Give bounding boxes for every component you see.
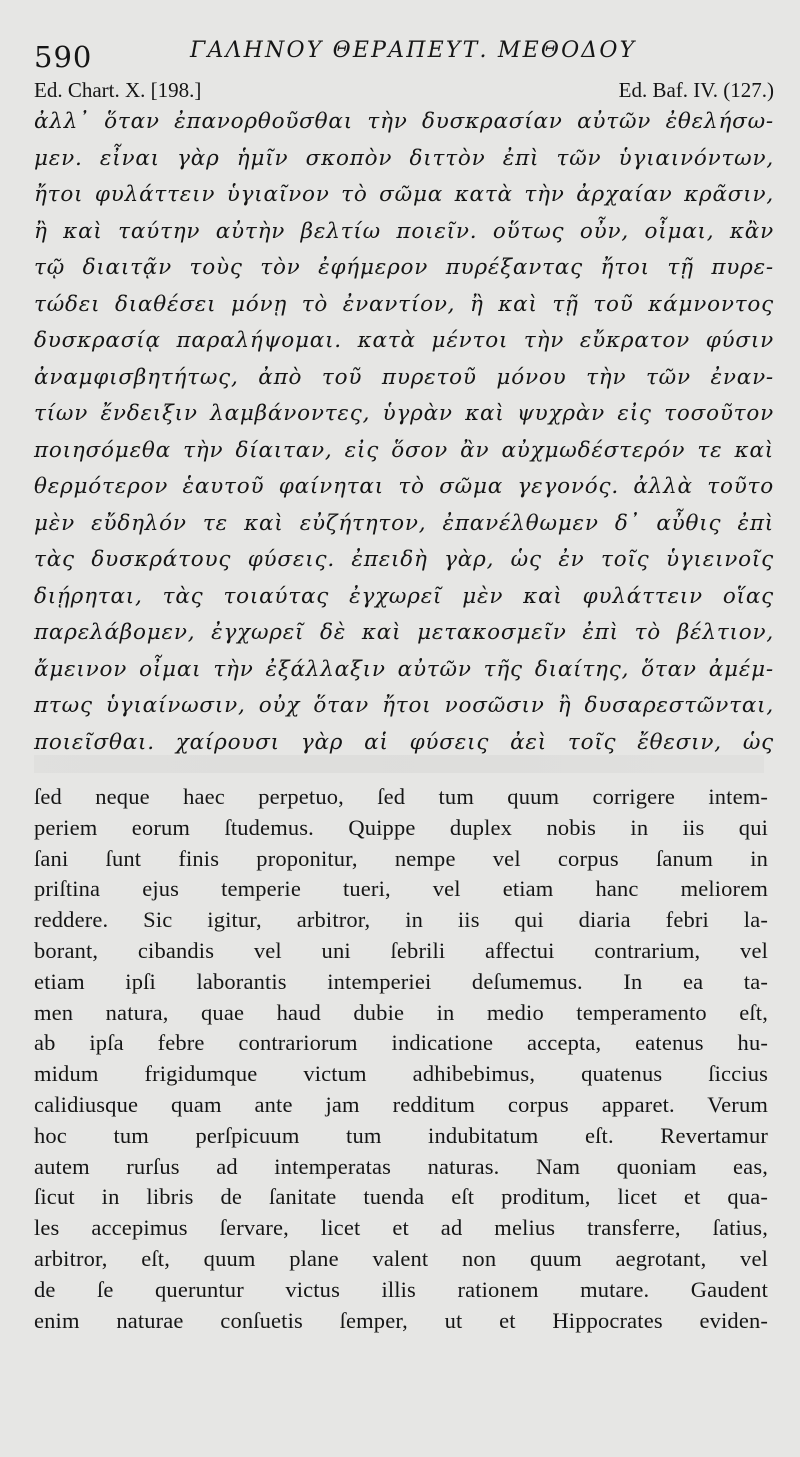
greek-line: ἤτοι φυλάττειν ὑγιαῖνον τὸ σῶμα κατὰ τὴν ἀρχαίαν κρᾶσιν,	[34, 182, 774, 207]
latin-text-block	[34, 782, 768, 1336]
latin-line: ſicut in libris de ſanitate tuenda eſt proditum, licet et qua-	[34, 1184, 768, 1210]
greek-line: τίων ἔνδειξιν λαμβάνοντες, ὑγρὰν καὶ ψυχρὰν εἰς τοσοῦτον	[34, 401, 774, 426]
latin-line: calidiusque quam ante jam redditum corpus apparet. Verum	[34, 1091, 768, 1117]
latin-line: reddere. Sic igitur, arbitror, in iis qui diaria febri la-	[34, 907, 768, 933]
greek-text-block	[34, 104, 774, 761]
latin-line: ſani ſunt finis proponitur, nempe vel corpus ſanum in	[34, 845, 768, 871]
greek-line: διῄρηται, τὰς τοιαύτας ἐγχωρεῖ μὲν καὶ φυλάττειν οἵας	[34, 583, 774, 609]
greek-line: ἢ καὶ ταύτην αὐτὴν βελτίω ποιεῖν. οὕτως οὖν, οἶμαι, κἂν	[34, 218, 774, 244]
latin-line: ſed neque haec perpetuo, ſed tum quum corrigere intem-	[34, 784, 768, 809]
latin-line: arbitror, eſt, quum plane valent non quum aegrotant, vel	[34, 1245, 768, 1271]
page-number: 590	[34, 40, 93, 74]
latin-line: etiam ipſi laborantis intemperiei deſumemus. In ea ta-	[34, 968, 768, 994]
greek-line: ἀλλ᾽ ὅταν ἐπανορθοῦσθαι τὴν δυσκρασίαν αὐτῶν ἐθελήσω-	[34, 109, 774, 134]
greek-line: ἄμεινον οἶμαι τὴν ἐξάλλαξιν αὐτῶν τῆς διαίτης, ὅταν ἀμέμ-	[34, 656, 774, 682]
greek-line: μεν. εἶναι γὰρ ἡμῖν σκοπὸν διττὸν ἐπὶ τῶν ὑγιαινόντων,	[34, 145, 774, 171]
latin-line: midum frigidumque victum adhibebimus, quatenus ſiccius	[34, 1061, 768, 1087]
greek-line: τώδει διαθέσει μόνῃ τὸ ἐναντίον, ἢ καὶ τῇ τοῦ κάμνοντος	[34, 291, 774, 317]
latin-line: les accepimus ſervare, licet et ad melius transferre, ſatius,	[34, 1215, 768, 1241]
latin-line: autem rurſus ad intemperatas naturas. Nam quoniam eas,	[34, 1153, 768, 1179]
running-title: ΓΑΛΗΝΟΥ ΘΕΡΑΠΕΥΤ. ΜΕΘΟΔΟΥ	[190, 38, 637, 63]
greek-line: μὲν εὔδηλόν τε καὶ εὐζήτητον, ἐπανέλθωμεν δ᾽ αὖθις ἐπὶ	[34, 510, 774, 536]
latin-line: de ſe queruntur victus illis rationem mutare. Gaudent	[34, 1276, 768, 1302]
show-through-band	[34, 755, 764, 773]
latin-line: borant, cibandis vel uni ſebrili affectui contrarium, vel	[34, 937, 768, 963]
greek-line: παρελάβομεν, ἐγχωρεῖ δὲ καὶ μετακοσμεῖν ἐπὶ τὸ βέλτιον,	[34, 620, 774, 645]
greek-line: ἀναμφισβητήτως, ἀπὸ τοῦ πυρετοῦ μόνου τὴν τῶν ἐναν-	[34, 364, 774, 390]
latin-line: periem eorum ſtudemus. Quippe duplex nobis in iis qui	[34, 814, 768, 840]
latin-line: men natura, quae haud dubie in medio temperamento eſt,	[34, 999, 768, 1025]
greek-line: τὰς δυσκράτους φύσεις. ἐπειδὴ γὰρ, ὡς ἐν τοῖς ὑγιεινοῖς	[34, 547, 774, 572]
greek-line: πτως ὑγιαίνωσιν, οὐχ ὅταν ἤτοι νοσῶσιν ἢ δυσαρεστῶνται,	[34, 693, 774, 718]
greek-line: τῷ διαιτᾷν τοὺς τὸν ἐφήμερον πυρέξαντας ἤτοι τῇ πυρε-	[34, 255, 774, 280]
page-header	[30, 22, 770, 72]
edition-chartier-reference: Ed. Chart. X. [198.]	[34, 78, 202, 102]
edition-basel-reference: Ed. Baf. IV. (127.)	[618, 78, 774, 102]
greek-line: ποιεῖσθαι. χαίρουσι γὰρ αἱ φύσεις ἀεὶ τοῖς ἔθεσιν, ὡς	[34, 729, 774, 755]
latin-line: priſtina ejus temperie tueri, vel etiam hanc meliorem	[34, 876, 768, 902]
latin-line: enim naturae conſuetis ſemper, ut et Hippocrates eviden-	[34, 1307, 768, 1333]
greek-line: δυσκρασίᾳ παραλήψομαι. κατὰ μέντοι τὴν εὔκρατον φύσιν	[34, 328, 774, 353]
greek-line: ποιησόμεθα τὴν δίαιταν, εἰς ὅσον ἂν αὐχμωδέστερόν τε καὶ	[34, 437, 774, 463]
greek-line: θερμότερον ἑαυτοῦ φαίνηται τὸ σῶμα γεγονός. ἀλλὰ τοῦτο	[34, 474, 774, 499]
latin-line: hoc tum perſpicuum tum indubitatum eſt. Revertamur	[34, 1122, 768, 1148]
latin-line: ab ipſa febre contrariorum indicatione accepta, eatenus hu-	[34, 1030, 768, 1056]
